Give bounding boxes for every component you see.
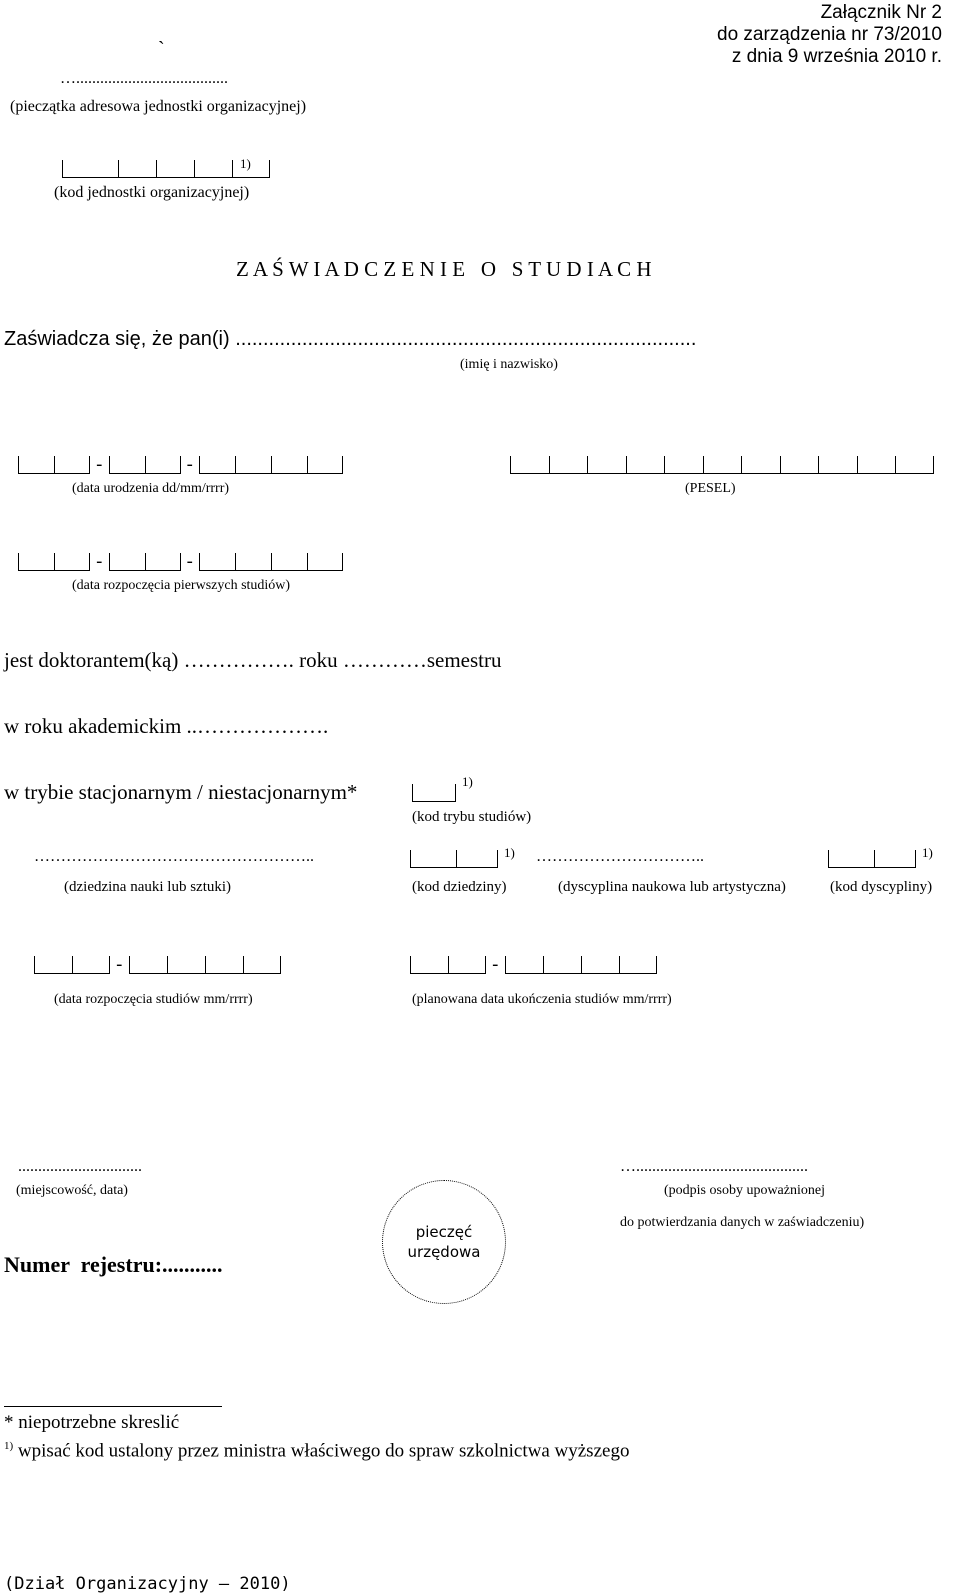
field-code-boxes[interactable] (410, 850, 498, 868)
discipline-caption: (dyscyplina naukowa lub artystyczna) (558, 879, 786, 895)
digit-box[interactable] (18, 456, 54, 474)
footer-department: (Dział Organizacyjny – 2010) (4, 1574, 291, 1594)
address-stamp-dots[interactable]: …...................................... (60, 70, 228, 87)
digit-box[interactable] (145, 553, 181, 571)
document-title: Z A Ś W I A D C Z E N I E O S T U D I A C H (236, 257, 652, 281)
place-date-dots[interactable]: ............................... (18, 1158, 142, 1175)
signature-caption-2: do potwierdzania danych w zaświadczeniu) (620, 1215, 865, 1230)
start-date-caption: (data rozpoczęcia studiów mm/rrrr) (54, 992, 253, 1007)
pesel-digit-box[interactable] (549, 456, 588, 474)
annex-line-2: do zarządzenia nr 73/2010 (717, 24, 942, 45)
date-separator: - (96, 454, 103, 475)
digit-box[interactable] (54, 456, 90, 474)
digit-box[interactable] (199, 456, 235, 474)
discipline-code-sup: 1) (922, 845, 933, 860)
pesel-digit-box[interactable] (895, 456, 934, 474)
pesel-digit-box[interactable] (818, 456, 857, 474)
study-mode-code-box[interactable] (412, 784, 456, 802)
first-studies-date-caption: (data rozpoczęcia pierwszych studiów) (72, 578, 291, 593)
study-mode-sup: 1) (462, 774, 473, 789)
unit-code-boxes[interactable] (62, 160, 270, 178)
digit-box[interactable] (271, 456, 307, 474)
footnote-one (4, 1440, 629, 1462)
end-date-caption: (planowana data ukończenia studiów mm/rrrr) (412, 992, 672, 1007)
unit-code-box[interactable] (118, 160, 156, 178)
pesel-digit-box[interactable] (587, 456, 626, 474)
signature-dots[interactable]: …........................................... (620, 1158, 808, 1175)
digit-box[interactable] (271, 553, 307, 571)
study-mode-caption: (kod trybu studiów) (412, 809, 532, 825)
digit-box[interactable] (205, 956, 243, 974)
digit-box[interactable] (243, 956, 281, 974)
signature-caption-1: (podpis osoby upoważnionej (664, 1183, 825, 1198)
unit-code-box[interactable] (232, 160, 270, 178)
register-number[interactable]: Numer rejestru:........... (4, 1252, 223, 1277)
digit-box[interactable] (307, 456, 343, 474)
pesel-boxes[interactable] (510, 456, 934, 474)
pesel-digit-box[interactable] (510, 456, 549, 474)
certify-text[interactable]: Zaświadcza się, że pan(i) ................................................................................... (4, 328, 697, 350)
digit-box[interactable] (505, 956, 543, 974)
digit-box[interactable] (235, 553, 271, 571)
digit-box[interactable] (410, 850, 456, 868)
pesel-digit-box[interactable] (780, 456, 819, 474)
digit-box[interactable] (199, 553, 235, 571)
official-stamp (382, 1180, 506, 1304)
digit-box[interactable] (129, 956, 167, 974)
digit-box[interactable] (109, 456, 145, 474)
field-code-sup: 1) (504, 845, 515, 860)
end-date-boxes[interactable] (410, 956, 657, 974)
date-separator: - (116, 954, 123, 975)
digit-box[interactable] (543, 956, 581, 974)
digit-box[interactable] (167, 956, 205, 974)
date-separator: - (186, 454, 193, 475)
discipline-dots[interactable]: ………………………….. (536, 848, 704, 865)
digit-box[interactable] (874, 850, 916, 868)
address-stamp-caption: (pieczątka adresowa jednostki organizacyjnej) (10, 98, 307, 115)
date-separator: - (186, 551, 193, 572)
unit-code-caption: (kod jednostki organizacyjnej) (54, 184, 250, 201)
digit-box[interactable] (307, 553, 343, 571)
footnote-divider (4, 1406, 222, 1407)
pesel-digit-box[interactable] (741, 456, 780, 474)
pesel-digit-box[interactable] (626, 456, 665, 474)
study-mode-text[interactable]: w trybie stacjonarnym / niestacjonarnym* (4, 780, 358, 804)
field-caption: (dziedzina nauki lub sztuki) (64, 879, 232, 895)
stray-mark: ` (158, 38, 165, 60)
unit-code-sup: 1) (240, 156, 251, 171)
doctoral-year-semester[interactable]: jest doktorantem(ką) ……………. roku …………semestru (4, 648, 502, 672)
digit-box[interactable] (619, 956, 657, 974)
footnote-star: * niepotrzebne skreslić (4, 1412, 180, 1433)
date-separator: - (96, 551, 103, 572)
name-caption: (imię i nazwisko) (460, 357, 558, 372)
pesel-digit-box[interactable] (857, 456, 896, 474)
start-date-boxes[interactable] (34, 956, 281, 974)
footnote-one-text: wpisać kod ustalony przez ministra właściwego do spraw szkolnictwa wyższego (13, 1440, 630, 1462)
digit-box[interactable] (412, 784, 456, 802)
digit-box[interactable] (581, 956, 619, 974)
official-stamp-line-2: urzędowa (407, 1243, 481, 1261)
annex-line-3: z dnia 9 września 2010 r. (731, 46, 942, 67)
digit-box[interactable] (18, 553, 54, 571)
pesel-caption: (PESEL) (685, 481, 736, 496)
discipline-code-caption: (kod dyscypliny) (830, 879, 933, 895)
annex-line-1: Załącznik Nr 2 (820, 2, 942, 23)
field-dots[interactable]: …………………………………………….. (34, 848, 314, 865)
digit-box[interactable] (410, 956, 448, 974)
birth-date-caption: (data urodzenia dd/mm/rrrr) (72, 481, 230, 496)
digit-box[interactable] (145, 456, 181, 474)
digit-box[interactable] (34, 956, 72, 974)
digit-box[interactable] (109, 553, 145, 571)
unit-code-box[interactable] (194, 160, 232, 178)
discipline-code-boxes[interactable] (828, 850, 916, 868)
digit-box[interactable] (448, 956, 486, 974)
first-studies-date-boxes[interactable] (18, 553, 343, 571)
unit-code-box (102, 160, 118, 178)
date-separator: - (492, 954, 499, 975)
academic-year[interactable]: w roku akademickim ..………………. (4, 714, 329, 738)
pesel-digit-box[interactable] (664, 456, 703, 474)
birth-date-boxes[interactable] (18, 456, 343, 474)
official-stamp-line-1: pieczęć (415, 1223, 473, 1241)
unit-code-box[interactable] (156, 160, 194, 178)
digit-box[interactable] (235, 456, 271, 474)
digit-box[interactable] (54, 553, 90, 571)
digit-box[interactable] (72, 956, 110, 974)
digit-box[interactable] (828, 850, 874, 868)
unit-code-box[interactable] (62, 160, 102, 178)
footnote-one-sup: 1) (4, 1440, 14, 1452)
place-date-caption: (miejscowość, data) (16, 1183, 128, 1198)
digit-box[interactable] (456, 850, 498, 868)
field-code-caption: (kod dziedziny) (412, 879, 507, 895)
pesel-digit-box[interactable] (703, 456, 742, 474)
